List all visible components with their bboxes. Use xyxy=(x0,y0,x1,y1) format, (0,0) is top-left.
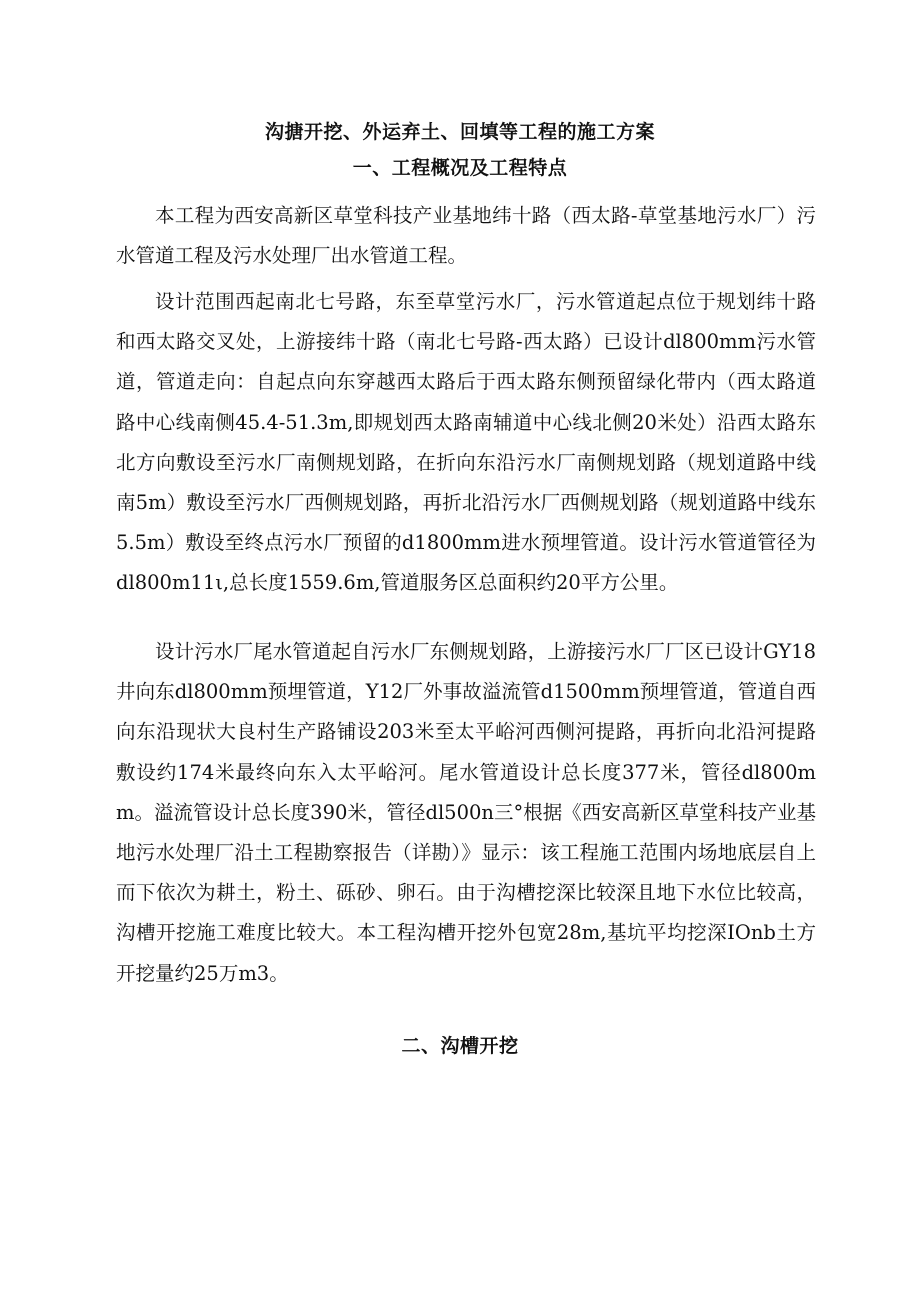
paragraph-tailwater-pipeline: 设计污水厂尾水管道起自污水厂东侧规划路，上游接污水厂厂区已设计GY18井向东dl800mm预埋管道，Y12厂外事故溢流管d1500mm预埋管道，管道自西向东沿现状大良村生产路铺设203米至太平峪河西侧河提路，再折向北沿河提路敷设约174米最终向东入太平峪河。尾水管道设计总长度377米，管径dl800mm。溢流管设计总长度390米，管径dl500n三°根据《西安高新区草堂科技产业基地污水处理厂沿土工程勘察报告（详勘）》显示：该工程施工范围内场地底层自上而下依次为耕土，粉土、砾砂、卵石。由于沟槽挖深比较深且地下水位比较高，沟槽开挖施工难度比较大。本工程沟槽开挖外包宽28m,基坑平均挖深IOnb土方开挖量约25万m3。 xyxy=(116,640,816,985)
paragraph-design-scope: 设计范围西起南北七号路，东至草堂污水厂，污水管道起点位于规划纬十路和西太路交叉处，上游接纬十路（南北七号路-西太路）已设计dl800mm污水管道，管道走向：自起点向东穿越西太路后于西太路东侧预留绿化带内（西太路道路中心线南侧45.4-51.3m,即规划西太路南辅道中心线北侧20米处）沿西太路东北方向敷设至污水厂南侧规划路，在折向东沿污水厂南侧规划路（规划道路中线南5m）敷设至污水厂西侧规划路，再折北沿污水厂西侧规划路（规划道路中线东5.5m）敷设至终点污水厂预留的d1800mm进水预埋管道。设计污水管道管径为dl800m11ι,总长度1559.6m,管道服务区总面积约20平方公里。 xyxy=(116,290,816,595)
section-2-heading: 二、沟槽开挖 xyxy=(401,1035,519,1057)
section-1-heading: 一、工程概况及工程特点 xyxy=(352,157,568,179)
document-title: 沟搪开挖、外运弃土、回填等工程的施工方案 xyxy=(264,121,655,143)
paragraph-overview: 本工程为西安高新区草堂科技产业基地纬十路（西太路-草堂基地污水厂）污水管道工程及污水处理厂出水管道工程。 xyxy=(116,204,816,268)
